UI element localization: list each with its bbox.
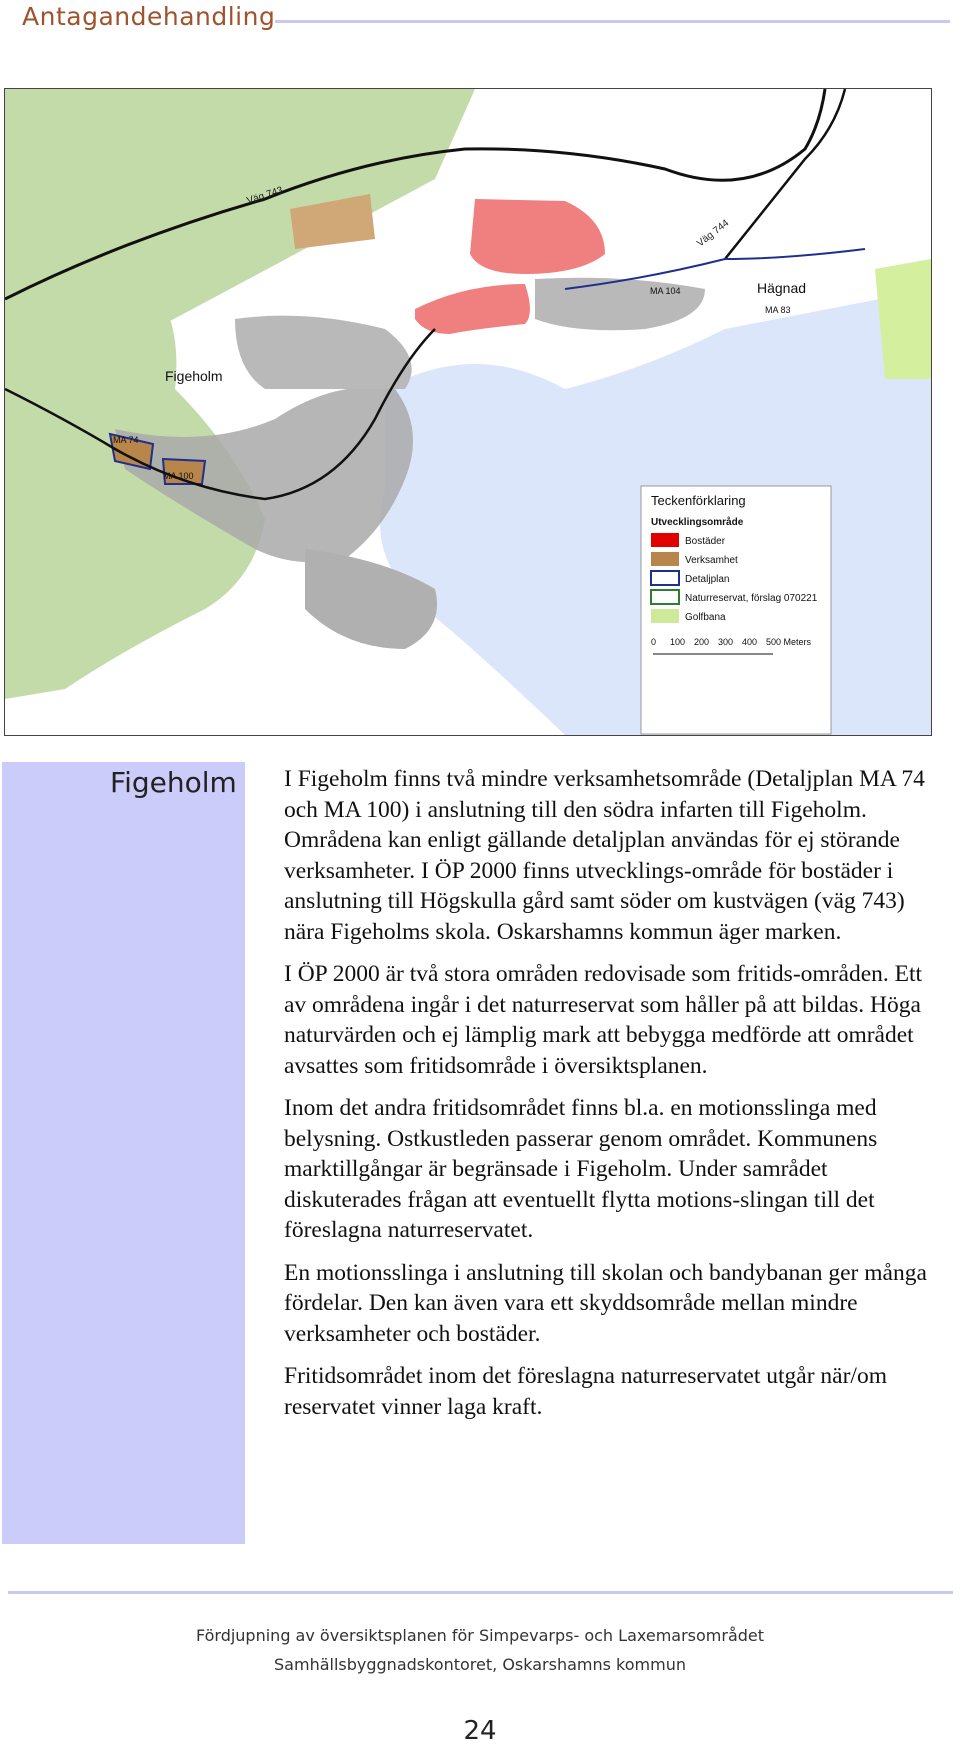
footer-document-title: Fördjupning av översiktsplanen för Simpevarps- och Laxemarsområdet <box>195 1626 765 1645</box>
legend-swatch-verksamhet <box>651 552 679 566</box>
document-header-title: Antagandehandling <box>22 2 276 31</box>
paragraph-1: I Figeholm finns två mindre verksamhetsområde (Detaljplan MA 74 och MA 100) i anslutning till den södra infarten till Figeholm. Områdena kan enligt gällande detaljplan användas för ej störande verksamheter. I ÖP 2000 finns utvecklings-område för bostäder i anslutning till Högskulla gård samt söder om kustvägen (väg 743) nära Figeholms skola. Oskarshamns kommun äger marken. <box>284 766 925 945</box>
header-divider <box>275 20 950 23</box>
legend-subtitle: Utvecklingsområde <box>651 517 744 528</box>
map-label-hagnad: Hägnad <box>757 280 807 296</box>
map-figure <box>4 88 932 736</box>
section-sidebar <box>2 762 245 1544</box>
legend-label-golfbana: Golfbana <box>685 612 726 623</box>
scale-tick-0: 0 <box>651 637 657 647</box>
map-label-ma83: MA 83 <box>765 305 791 315</box>
paragraph-3: Inom det andra fritidsområdet finns bl.a. en motionsslinga med belysning. Ostkustleden passerar genom området. Kommunens marktillgångar är begränsade i Figeholm. Under samrådet diskuterades frågan att eventuellt flytta motions-slingan till det föreslagna naturreservatet. <box>284 1095 878 1243</box>
section-title: Figeholm <box>110 766 237 799</box>
map-label-ma74: MA 74 <box>113 435 139 445</box>
scale-tick-500: 500 Meters <box>766 637 812 647</box>
legend-label-detaljplan: Detaljplan <box>685 574 730 585</box>
section-body <box>284 764 944 1434</box>
legend-label-bostader: Bostäder <box>685 536 726 547</box>
scale-tick-100: 100 <box>670 637 686 647</box>
legend-swatch-naturreservat <box>651 590 679 604</box>
legend-swatch-detaljplan <box>651 571 679 585</box>
legend-label-naturreservat: Naturreservat, förslag 070221 <box>685 593 818 604</box>
map-label-road743: Väg 743 <box>245 184 285 207</box>
legend-swatch-golfbana <box>651 609 679 623</box>
legend-swatch-bostader <box>651 533 679 547</box>
paragraph-2: I ÖP 2000 är två stora områden redovisade som fritids-områden. Ett av områdena ingår i det naturreservat som håller på att bildas. Höga naturvärden och ej lämplig mark att bebygga medförde att området avsattes som fritidsområde i översiktsplanen. <box>284 961 923 1079</box>
footer-organization: Samhällsbyggnadskontoret, Oskarshamns kommun <box>274 1655 686 1674</box>
map-legend <box>641 486 831 734</box>
paragraph-4: En motionsslinga i anslutning till skolan och bandybanan ger många fördelar. Den kan även vara ett skyddsområde mellan mindre verksamheter och bostäder. <box>284 1259 927 1347</box>
map-svg <box>5 89 931 735</box>
paragraph-5: Fritidsområdet inom det föreslagna naturreservatet utgår när/om reservatet vinner laga kraft. <box>284 1363 887 1420</box>
map-label-ma100: MA 100 <box>163 471 194 481</box>
scale-tick-400: 400 <box>742 637 758 647</box>
page-number: 24 <box>463 1716 497 1746</box>
legend-label-verksamhet: Verksamhet <box>685 555 738 566</box>
map-label-road744: Väg 744 <box>695 217 732 250</box>
scale-tick-200: 200 <box>694 637 710 647</box>
legend-title: Teckenförklaring <box>651 493 746 508</box>
scale-tick-300: 300 <box>718 637 734 647</box>
golf-area <box>875 259 931 379</box>
map-label-ma104: MA 104 <box>650 286 681 296</box>
footer-divider <box>8 1591 953 1594</box>
map-label-town: Figeholm <box>165 368 223 384</box>
